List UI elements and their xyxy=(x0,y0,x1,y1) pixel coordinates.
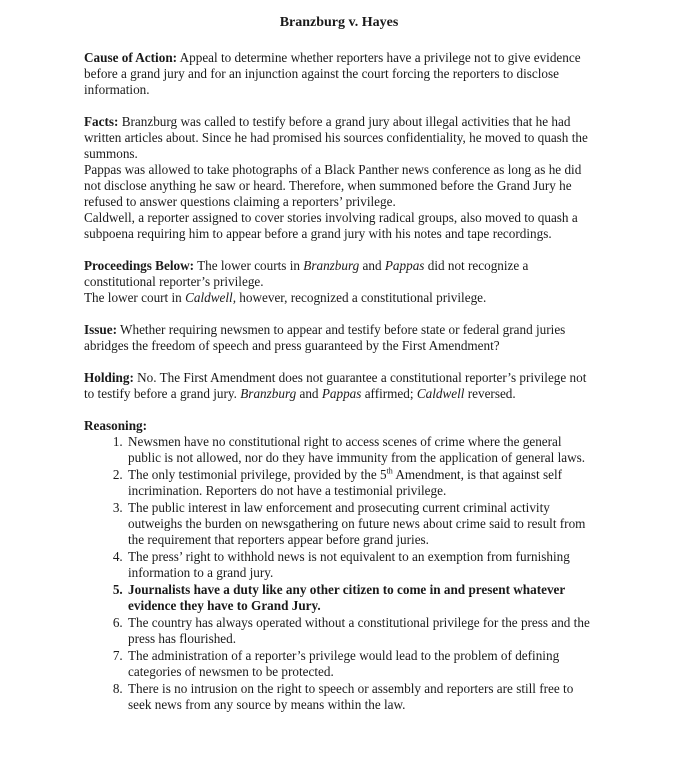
holding-case-caldwell: Caldwell xyxy=(416,386,465,401)
case-name-branzburg: Branzburg xyxy=(303,258,360,273)
proceedings-text-1a: The lower courts in xyxy=(194,258,304,273)
cause-of-action-label: Cause of Action: xyxy=(84,50,178,65)
reasoning-item-2 xyxy=(126,467,594,499)
holding-label: Holding: xyxy=(84,370,134,385)
facts-paragraph-3: Caldwell, a reporter assigned to cover stories involving radical groups, also moved to quash a subpoena requiring him to appear before a grand jury with his notes and tape recordings. xyxy=(84,210,578,241)
reasoning-list xyxy=(84,434,594,713)
holding-section xyxy=(84,370,594,402)
reasoning-item-5: 5. Journalists have a duty like any other citizen to come in and present whatever evidence they have to Grand Jury. xyxy=(126,582,594,614)
reasoning-item-4: 4. The press’ right to withhold news is not equivalent to an exemption from furnishing information to a grand jury. xyxy=(126,549,594,581)
proceedings-text-2a: The lower court in xyxy=(84,290,186,305)
reasoning-item-2-text-b: Amendment, is that against self incrimination. Reporters do not have a testimonial privilege. xyxy=(128,467,563,498)
holding-text-c: affirmed; xyxy=(361,386,417,401)
reasoning-item-8: 8. There is no intrusion on the right to speech or assembly and reporters are still free to seek news from any source by means within the law. xyxy=(126,681,594,713)
holding-case-branzburg: Branzburg xyxy=(240,386,297,401)
cause-of-action-text: Appeal to determine whether reporters have a privilege not to give evidence before a grand jury and for an injunction against the court forcing the reporters to disclose information. xyxy=(84,50,581,97)
proceedings-text-1b: and xyxy=(359,258,385,273)
reasoning-item-1: 1. Newsmen have no constitutional right to access scenes of crime where the general public is not allowed, nor do they have immunity from the application of general laws. xyxy=(126,434,594,466)
holding-text-a: No. The First Amendment does not guarantee a constitutional reporter’s privilege not to testify before a grand jury. xyxy=(84,370,587,401)
case-name-pappas: Pappas xyxy=(384,258,425,273)
reasoning-section xyxy=(84,418,594,713)
issue-text: Whether requiring newsmen to appear and testify before state or federal grand juries abridges the freedom of speech and press guaranteed by the First Amendment? xyxy=(84,322,566,353)
cause-of-action-paragraph xyxy=(84,50,594,98)
reasoning-item-2-text-a: The only testimonial privilege, provided by the 5 xyxy=(128,467,387,482)
reasoning-item-3: 3. The public interest in law enforcement and prosecuting current criminal activity outweighs the burden on newsgathering on future news about crime said to result from the requirement that reporters appear before grand juries. xyxy=(126,500,594,548)
proceedings-paragraph-1 xyxy=(84,258,594,290)
reasoning-item-7: 7. The administration of a reporter’s privilege would lead to the problem of defining categories of newsmen to be protected. xyxy=(126,648,594,680)
facts-paragraph-1 xyxy=(84,114,594,162)
proceedings-text-1c: did not recognize a constitutional reporter’s privilege. xyxy=(84,258,529,289)
reasoning-label: Reasoning: xyxy=(84,418,148,433)
page-title: Branzburg v. Hayes xyxy=(279,15,399,30)
issue-label: Issue: xyxy=(84,322,117,337)
issue-paragraph xyxy=(84,322,594,354)
proceedings-label: Proceedings Below: xyxy=(84,258,195,273)
facts-text-1: Branzburg was called to testify before a grand jury about illegal activities that he had written articles about. Since he had promised his sources confidentiality, he moved to quash the summons. xyxy=(84,114,588,161)
proceedings-text-2b: however, recognized a constitutional privilege. xyxy=(236,290,487,305)
document-page xyxy=(84,14,594,729)
facts-paragraph-2: Pappas was allowed to take photographs of a Black Panther news conference as long as he did not disclose anything he saw or heard. Therefore, when summoned before the Grand Jury he refused to answer questions claiming a reporters’ privilege. xyxy=(84,162,582,209)
cause-of-action-section xyxy=(84,50,594,98)
proceedings-section xyxy=(84,258,594,306)
holding-text-d: reversed. xyxy=(464,386,516,401)
issue-section xyxy=(84,322,594,354)
holding-paragraph xyxy=(84,370,594,402)
case-name-caldwell: Caldwell, xyxy=(185,290,236,305)
facts-section xyxy=(84,114,594,242)
ordinal-superscript: th xyxy=(386,466,393,476)
holding-text-b: and xyxy=(296,386,322,401)
facts-label: Facts: xyxy=(84,114,119,129)
proceedings-paragraph-2 xyxy=(84,290,594,306)
reasoning-item-6: 6. The country has always operated without a constitutional privilege for the press and the press has flourished. xyxy=(126,615,594,647)
holding-case-pappas: Pappas xyxy=(321,386,362,401)
